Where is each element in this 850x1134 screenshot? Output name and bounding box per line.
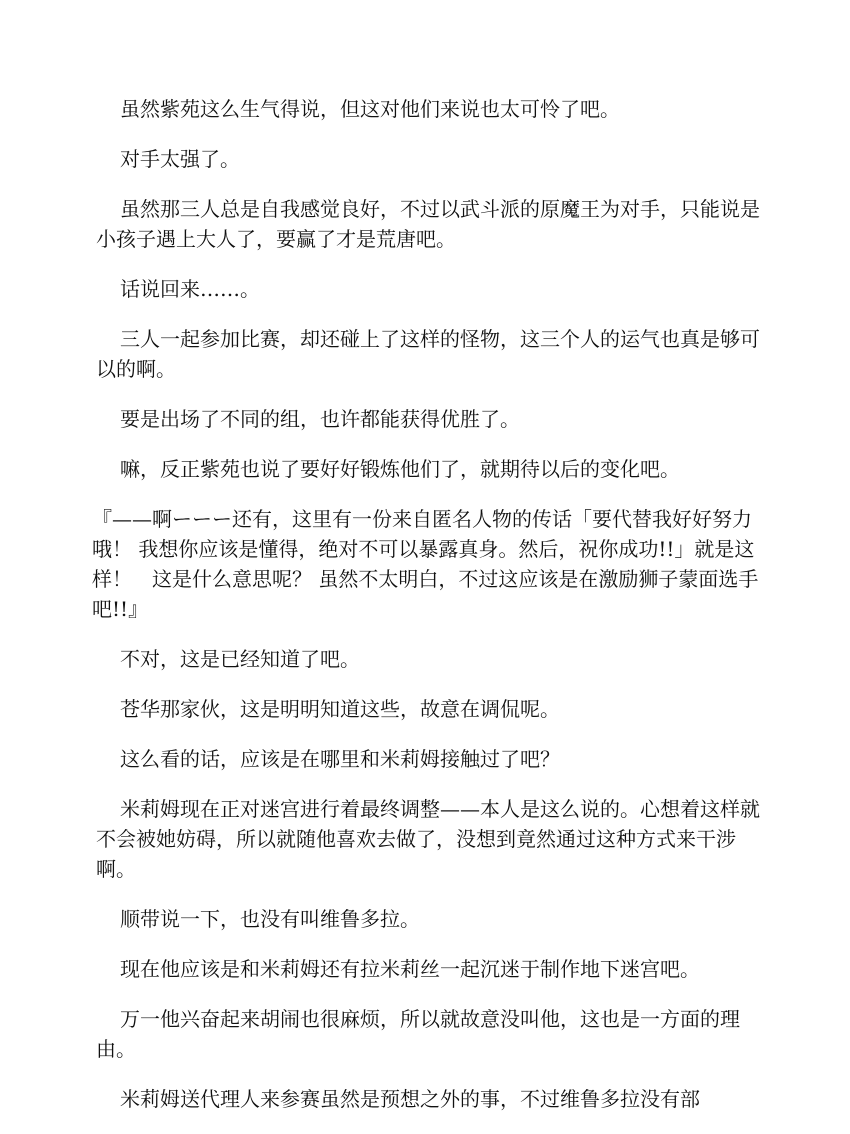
paragraph-12: 米莉姆现在正对迷宫进行着最终调整——本人是这么说的。心想着这样就不会被她妨碍，所以就随他喜欢去做了，没想到竟然通过这种方式来干涉啊。 <box>96 797 760 881</box>
paragraph-8-broadcast-quote: 『——啊ーーー还有，这里有一份来自匿名人物的传话「要代替我好好努力哦！ 我想你应该是懂得，绝对不可以暴露真身。然后，祝你成功!!」就是这样！ 这是什么意思呢？ 虽然不太明白，不过这应该是在激励狮子蒙面选手吧!!』 <box>92 507 759 621</box>
paragraph-14: 现在他应该是和米莉姆还有拉米莉丝一起沉迷于制作地下迷宫吧。 <box>120 957 700 981</box>
paragraph-15: 万一他兴奋起来胡闹也很麻烦，所以就故意没叫他，这也是一方面的理由。 <box>96 1007 740 1061</box>
paragraph-2: 对手太强了。 <box>120 147 240 171</box>
paragraph-7: 嘛，反正紫苑也说了要好好锻炼他们了，就期待以后的变化吧。 <box>120 457 680 481</box>
paragraph-10: 苍华那家伙，这是明明知道这些，故意在调侃呢。 <box>120 697 560 721</box>
paragraph-6: 要是出场了不同的组，也许都能获得优胜了。 <box>120 407 520 431</box>
paragraph-1: 虽然紫苑这么生气得说，但这对他们来说也太可怜了吧。 <box>120 97 620 121</box>
paragraph-9: 不对，这是已经知道了吧。 <box>120 647 360 671</box>
paragraph-4: 话说回来……。 <box>120 277 260 301</box>
paragraph-13: 顺带说一下，也没有叫维鲁多拉。 <box>120 907 420 931</box>
document-body <box>92 94 760 1134</box>
paragraph-11: 这么看的话，应该是在哪里和米莉姆接触过了吧？ <box>120 747 560 771</box>
paragraph-3: 虽然那三人总是自我感觉良好，不过以武斗派的原魔王为对手，只能说是小孩子遇上大人了，要赢了才是荒唐吧。 <box>96 197 760 251</box>
paragraph-16: 米莉姆送代理人来参赛虽然是预想之外的事，不过维鲁多拉没有部 <box>120 1087 700 1111</box>
paragraph-5: 三人一起参加比赛，却还碰上了这样的怪物，这三个人的运气也真是够可以的啊。 <box>96 327 760 381</box>
